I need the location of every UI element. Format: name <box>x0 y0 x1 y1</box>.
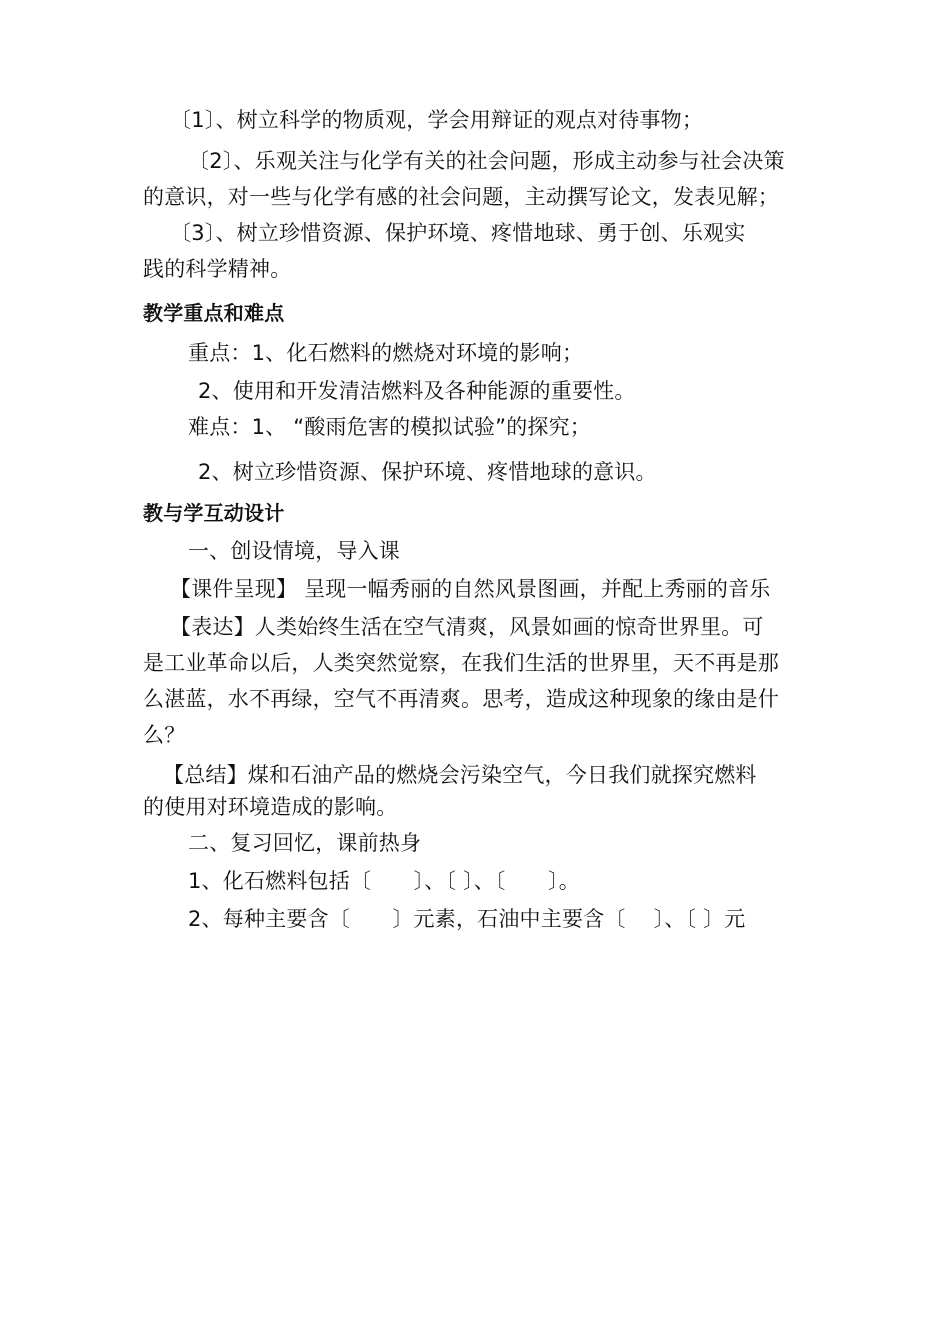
goal-2-line-1: 〔2〕、乐观关注与化学有关的社会问题，形成主动参与社会决策 <box>188 149 785 173</box>
focus-point-1: 重点：1、化石燃料的燃烧对环境的影响； <box>188 341 584 365</box>
difficulty-point-1: 难点：1、 “酸雨危害的模拟试验”的探究； <box>188 415 591 439</box>
express-line-1: 【表达】人类始终生活在空气清爽，风景如画的惊奇世界里。可 <box>170 615 764 639</box>
summary-line-2: 的使用对环境造成的影响。 <box>143 795 398 819</box>
design-heading: 教与学互动设计 <box>143 501 285 525</box>
goal-2-line-2: 的意识，对一些与化学有感的社会问题，主动撰写论文，发表见解； <box>143 185 779 209</box>
courseware-line: 【课件呈现】 呈现一幅秀丽的自然风景图画，并配上秀丽的音乐 <box>170 577 771 601</box>
goal-1: 〔1〕、树立科学的物质观，学会用辩证的观点对待事物； <box>170 108 704 132</box>
focus-point-2: 2、使用和开发清洁燃料及各种能源的重要性。 <box>198 379 636 403</box>
section-2-title: 二、复习回忆，课前热身 <box>188 831 422 855</box>
express-line-2: 是工业革命以后，人类突然觉察，在我们生活的世界里，天不再是那 <box>143 651 779 675</box>
express-line-3: 么湛蓝，水不再绿，空气不再清爽。思考，造成这种现象的缘由是什 <box>143 687 779 711</box>
summary-line-1: 【总结】煤和石油产品的燃烧会污染空气，今日我们就探究燃料 <box>163 763 757 787</box>
goal-3-line-1: 〔3〕、树立珍惜资源、保护环境、疼惜地球、勇于创、乐观实 <box>170 221 746 245</box>
key-points-heading: 教学重点和难点 <box>143 301 285 325</box>
question-1: 1、化石燃料包括〔 〕、〔 〕、〔 〕。 <box>188 869 580 893</box>
section-1-title: 一、创设情境，导入课 <box>188 539 400 563</box>
question-2: 2、每种主要含〔 〕元素，石油中主要含〔 〕、〔 〕元 <box>188 907 746 931</box>
difficulty-point-2: 2、树立珍惜资源、保护环境、疼惜地球的意识。 <box>198 460 657 484</box>
goal-3-line-2: 践的科学精神。 <box>143 257 292 281</box>
express-line-4: 么？ <box>143 723 186 747</box>
